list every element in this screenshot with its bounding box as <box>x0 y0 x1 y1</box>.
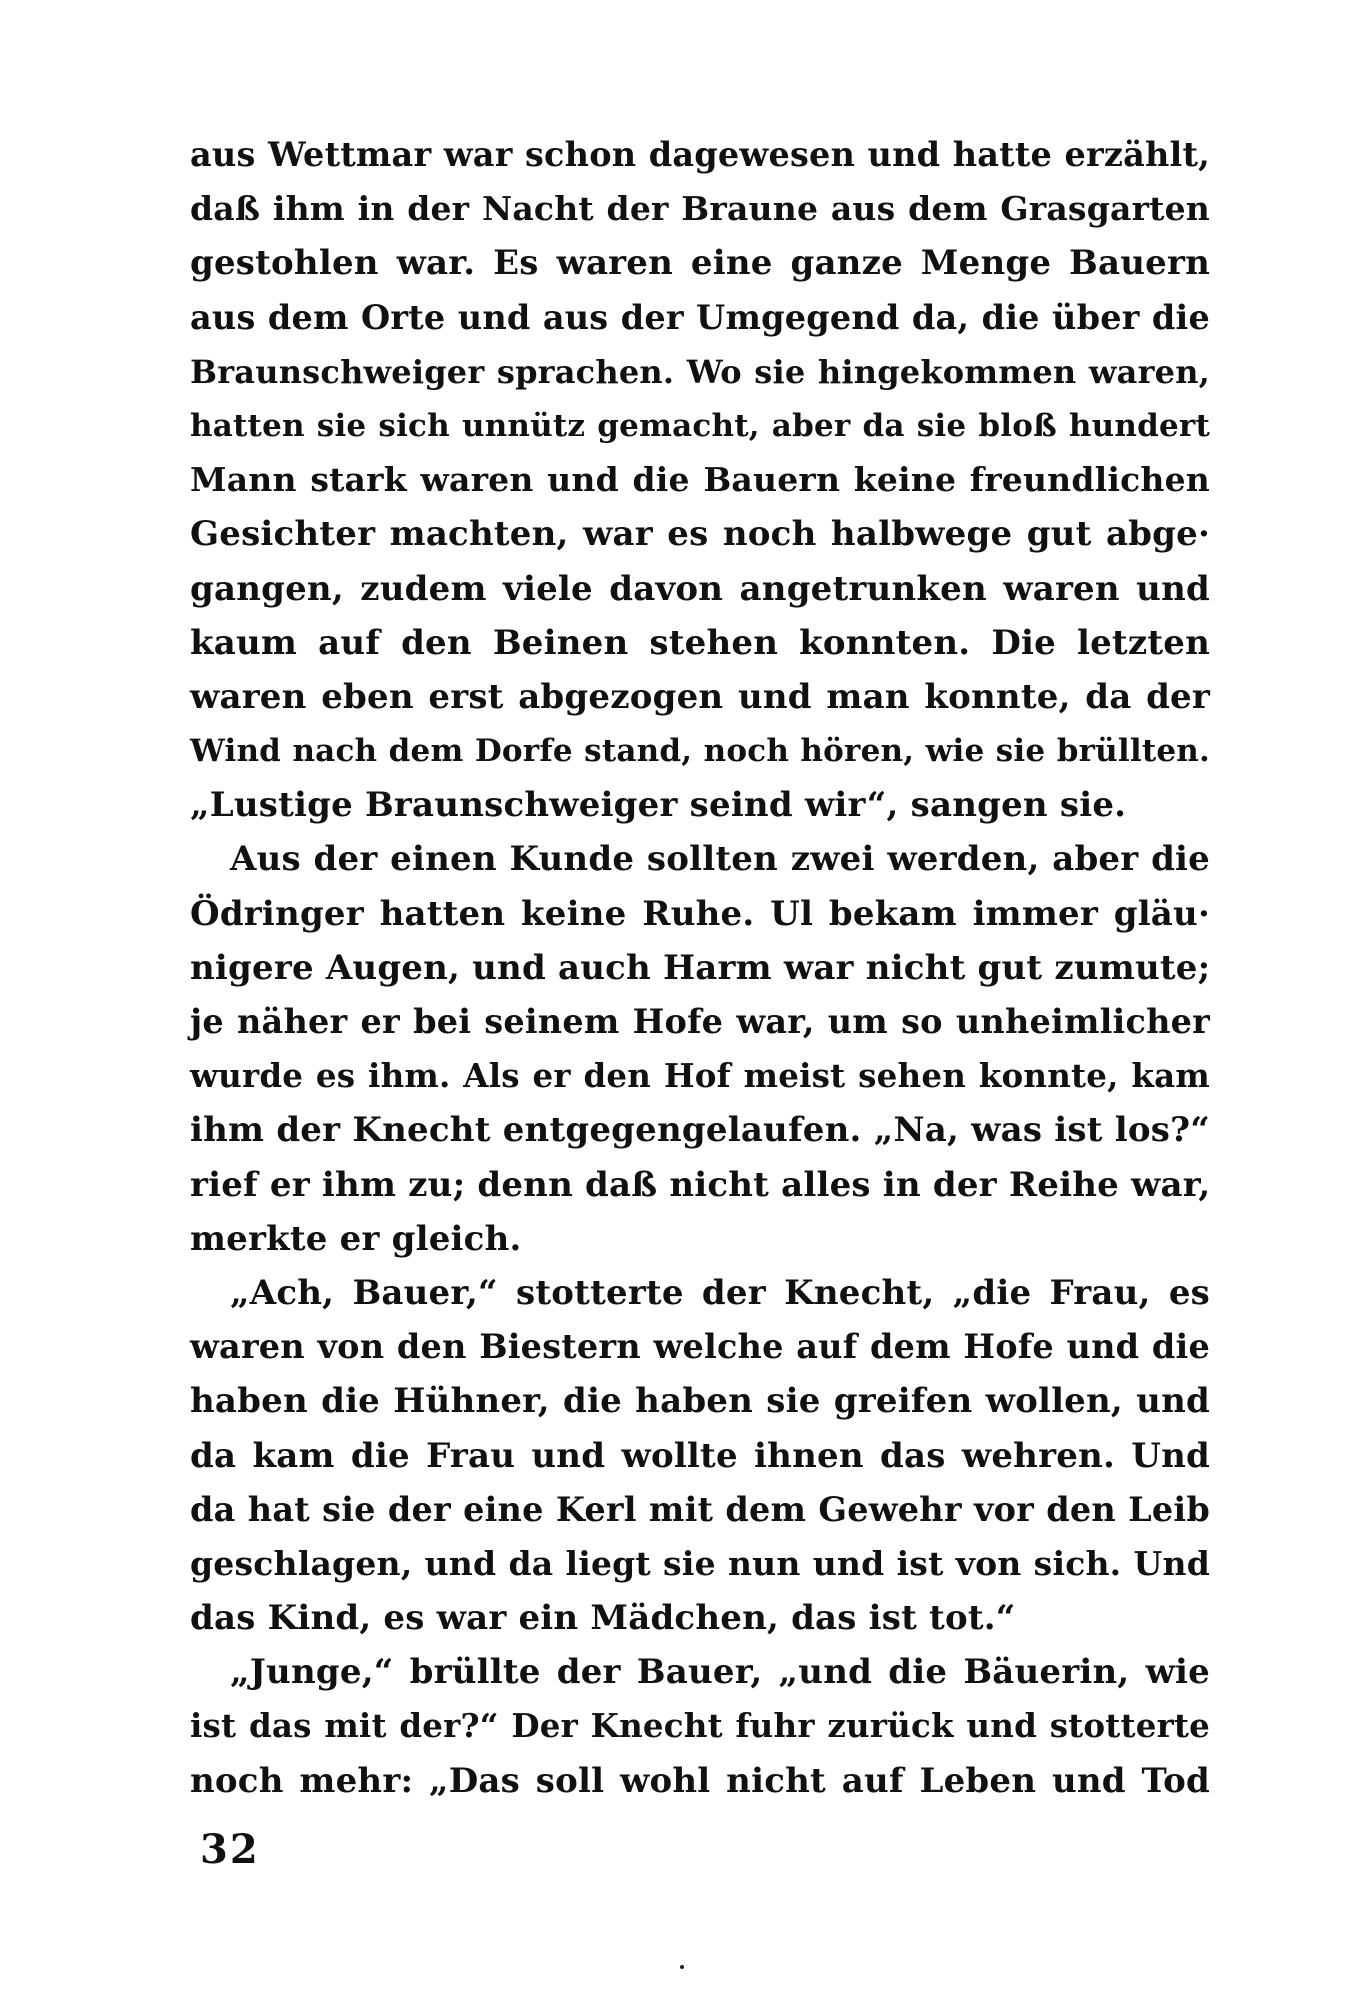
text-line: Wind nach dem Dorfe stand, noch hören, wie sie brüllten. <box>190 733 1210 770</box>
text-line: hatten sie sich unnütz gemacht, aber da sie bloß hundert <box>190 407 1210 444</box>
text-line: haben die Hühner, die haben sie greifen wollen, und <box>190 1381 1210 1422</box>
text-line: ist das mit der?“ Der Knecht fuhr zurück und stotterte <box>190 1706 1210 1746</box>
text-line: waren eben erst abgezogen und man konnte, da der <box>190 676 1210 717</box>
body-text <box>190 128 1210 1808</box>
text-line: „Ach, Bauer,“ stotterte der Knecht, „die Frau, es <box>230 1272 1210 1313</box>
page-number: 32 <box>200 1826 260 1873</box>
text-line: geschlagen, und da liegt sie nun und ist von sich. Und <box>190 1543 1210 1583</box>
text-line: Mann stark waren und die Bauern keine freundlichen <box>190 460 1210 500</box>
text-line: ihm der Knecht entgegengelaufen. „Na, was ist los?“ <box>190 1110 1210 1151</box>
text-line: „Junge,“ brüllte der Bauer, „und die Bäuerin, wie <box>230 1652 1210 1693</box>
text-line: nigere Augen, und auch Harm war nicht gut zumute; <box>190 947 1211 988</box>
text-line: Gesichter machten, war es noch halbwege gut abge· <box>190 514 1210 555</box>
text-line: Aus der einen Kunde sollten zwei werden, aber die <box>230 839 1210 880</box>
text-line: da kam die Frau und wollte ihnen das wehren. Und <box>190 1435 1210 1476</box>
text-line: daß ihm in der Nacht der Braune aus dem Grasgarten <box>190 189 1210 229</box>
text-line: rief er ihm zu; denn daß nicht alles in der Reihe war, <box>190 1164 1211 1205</box>
print-speck <box>680 1965 684 1969</box>
text-line: aus Wettmar war schon dagewesen und hatte erzählt, <box>190 135 1210 174</box>
text-line: da hat sie der eine Kerl mit dem Gewehr vor den Leib <box>190 1489 1210 1529</box>
text-line: noch mehr: „Das soll wohl nicht auf Leben und Tod <box>190 1760 1210 1801</box>
text-line: je näher er bei seinem Hofe war, um so unheimlicher <box>190 1002 1210 1041</box>
text-line: gangen, zudem viele davon angetrunken waren und <box>190 568 1210 609</box>
text-line: Ödringer hatten keine Ruhe. Ul bekam immer gläu· <box>190 893 1210 934</box>
text-line: waren von den Biestern welche auf dem Hofe und die <box>190 1327 1210 1367</box>
text-line: das Kind, es war ein Mädchen, das ist tot.“ <box>190 1598 1016 1639</box>
text-line: gestohlen war. Es waren eine ganze Menge Bauern <box>190 243 1210 284</box>
text-line: wurde es ihm. Als er den Hof meist sehen konnte, kam <box>190 1056 1210 1096</box>
text-line: merkte er gleich. <box>190 1218 522 1259</box>
text-line: kaum auf den Beinen stehen konnten. Die letzten <box>190 622 1210 663</box>
text-line: Braunschweiger sprachen. Wo sie hingekommen waren, <box>190 352 1210 391</box>
text-line: „Lustige Braunschweiger seind wir“, sangen sie. <box>190 785 1127 826</box>
text-line: aus dem Orte und aus der Umgegend da, die über die <box>190 297 1210 337</box>
